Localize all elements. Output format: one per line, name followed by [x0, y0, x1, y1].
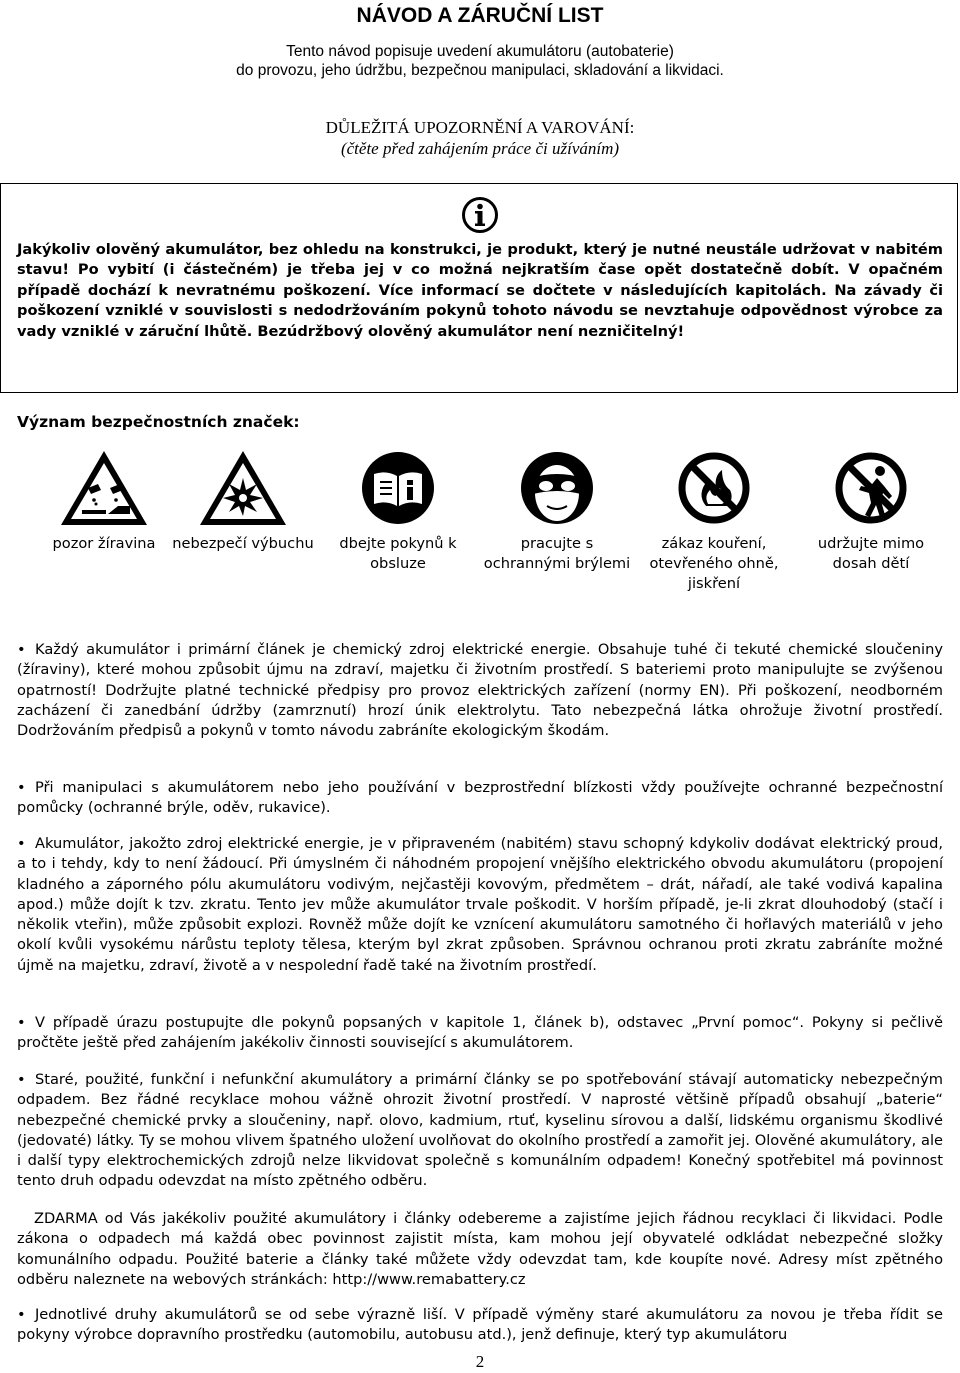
sign-label: pracujte s ochrannými brýlemi	[483, 535, 631, 572]
sign-label: udržujte mimo dosah dětí	[817, 535, 925, 572]
warning-heading	[0, 117, 960, 159]
warning-text: Jakýkoliv olověný akumulátor, bez ohledu na konstrukci, je produkt, který je nutné neustále udržovat v nabitém stavu! Po vybití (i částečném) je třeba jej v co možná nejkratším čase opět dostatečně dobít. V opačném případě dochází k nevratnému poškození. Více informací se dočtete v následujících kapitolách. Na závady či poškození vzniklé v souvislosti s nedodržováním pokynů tohoto návodu se nevztahuje odpovědnost výrobce za vady vzniklé v záruční lhůtě. Bezúdržbový olověný akumulátor není nezničitelný!	[17, 241, 943, 340]
page-title: NÁVOD A ZÁRUČNÍ LIST	[356, 4, 604, 27]
explosion-warning-icon	[197, 448, 289, 528]
corrosive-warning-icon	[58, 448, 150, 528]
keep-away-children-icon	[825, 448, 917, 528]
sign-corrosive	[29, 448, 179, 554]
safety-goggles-icon	[511, 448, 603, 528]
bullet-icon: •	[17, 835, 26, 852]
bullet-text: Při manipulaci s akumulátorem nebo jeho používání v bezprostřední blízkosti vždy používejte ochranné bezpečnostní pomůcky (ochranné brýle, oděv, rukavice).	[17, 779, 943, 817]
signs-title: Význam bezpečnostních značek:	[17, 413, 300, 431]
sign-label: nebezpečí výbuchu	[172, 535, 314, 552]
bullet-text: Jednotlivé druhy akumulátorů se od sebe výrazně liší. V případě výměny staré akumulátoru za novou je třeba řídit se pokyny výrobce dopravního prostředku (automobilu, autobusu atd.), jenž definuje, který typ akumulátoru	[17, 1306, 943, 1344]
warning-title: DŮLEŽITÁ UPOZORNĚNÍ A VAROVÁNÍ:	[325, 118, 635, 137]
bullet-paragraph-1	[17, 640, 943, 741]
bullet-text: Každý akumulátor i primární článek je chemický zdroj elektrické energie. Obsahuje tuhé či tekuté chemické sloučeniny (žíraviny), které mohou způsobit újmu na zdraví, majetku či životním prostředí. S bateriemi proto manipulujte se zvýšenou opatrností! Dodržujte platné technické předpisy pro provoz elektrických zařízení (normy EN). Při poškození, neodborném zacházení či zanedbání údržby (zamrznutí) hrozí únik elektrolytu. Tato nebezpečná látka ohrožuje životní prostředí. Dodržováním předpisů a pokynů v tomto návodu zabráníte ekologickým škodám.	[17, 641, 943, 740]
sign-no-fire	[639, 448, 789, 594]
sign-label: zákaz kouření, otevřeného ohně, jiskření	[649, 535, 779, 592]
bullet-paragraph-6	[17, 1305, 943, 1346]
recycling-text: ZDARMA od Vás jakékoliv použité akumulátory i články odebereme a zajistíme jejich řádnou recyklaci či likvidaci. Podle zákona o odpadech má každá obec povinnost zajistit místa, kam mohou její obyvatelé odkládat nebezpečné složky komunálního odpadu. Použité baterie a články také můžete vždy odevzdat tam, kde koupíte nové. Adresy míst zpětného odběru naleznete na webových stránkách: http://www.remabattery.cz	[17, 1210, 943, 1288]
read-manual-icon	[352, 448, 444, 528]
bullet-icon: •	[17, 641, 26, 658]
sign-label: dbejte pokynů k obsluze	[339, 535, 457, 572]
bullet-text: Akumulátor, jakožto zdroj elektrické energie, je v připraveném (nabitém) stavu schopný kdykoliv dodávat elektrický proud, a to i tehdy, kdy to není žádoucí. Při úmyslném či náhodném propojení vnějšího elektrického obvodu akumulátoru (propojení kladného a záporného pólu akumulátoru vodivým, nejčastěji kovovým, předmětem – drát, nářadí, ale také vodivá kapalina apod.) může dojít k tzv. zkratu. Tento jev může akumulátor trvale poškodit. V horším případě, je-li zkrat dlouhodobý (stačí i několik vteřin), může způsobit explozi. Rovněž může dojít ke vznícení akumulátoru samotného či hořlavých materiálů v jeho okolí kvůli vysokému nárůstu teploty tělesa, kterým byl zkrat způsoben. Správnou ochranou proti zkratu zabráníte možné újmě na majetku, zdraví, životě a v nespolední řadě také na životním prostředí.	[17, 835, 943, 974]
intro-line-2: do provozu, jeho údržbu, bezpečnou manipulaci, skladování a likvidaci.	[236, 62, 724, 79]
bullet-icon: •	[17, 1071, 26, 1088]
sign-goggles	[482, 448, 632, 574]
bullet-text: V případě úrazu postupujte dle pokynů popsaných v kapitole 1, článek b), odstavec „První pomoc“. Pokyny si pečlivě pročtěte ještě před zahájením jakékoliv činnosti související s akumulátorem.	[17, 1014, 943, 1052]
page-number: 2	[475, 1352, 485, 1371]
intro-line-1: Tento návod popisuje uvedení akumulátoru (autobaterie)	[286, 43, 674, 60]
bullet-paragraph-5	[17, 1070, 943, 1192]
bullet-paragraph-2	[17, 778, 943, 819]
info-icon	[461, 196, 499, 234]
warning-subtitle: (čtěte před zahájením práce či užíváním)	[340, 139, 620, 158]
intro-text	[0, 42, 960, 80]
bullet-icon: •	[17, 1306, 26, 1323]
bullet-icon: •	[17, 779, 26, 796]
bullet-paragraph-3	[17, 834, 943, 976]
bullet-paragraph-4	[17, 1013, 943, 1054]
sign-read-manual	[323, 448, 473, 574]
sign-children	[796, 448, 946, 574]
sign-explosion	[168, 448, 318, 554]
sign-label: pozor žíravina	[52, 535, 156, 552]
no-smoking-fire-icon	[668, 448, 760, 528]
bullet-icon: •	[17, 1014, 26, 1031]
bullet-text: Staré, použité, funkční i nefunkční akumulátory a primární články se po spotřebování stávají automaticky nebezpečným odpadem. Bez řádné recyklace mohou vážně ohrozit životní prostředí. V naprosté většině případů obsahují „baterie“ nebezpečné chemické prvky a sloučeniny, např. olovo, kadmium, rtuť, kyselinu sírovou a další, lidskému organismu škodlivé (jedovaté) látky. Ty se mohou vlivem špatného uložení uvolňovat do okolního prostředí a zamořit jej. Olověné akumulátory, ale i další typy elektrochemických zdrojů nelze likvidovat společně s komunálním odpadem! Konečný spotřebitel má povinnost tento druh odpadu odevzdat na místo zpětného odběru.	[17, 1071, 943, 1190]
recycling-paragraph	[17, 1209, 943, 1290]
